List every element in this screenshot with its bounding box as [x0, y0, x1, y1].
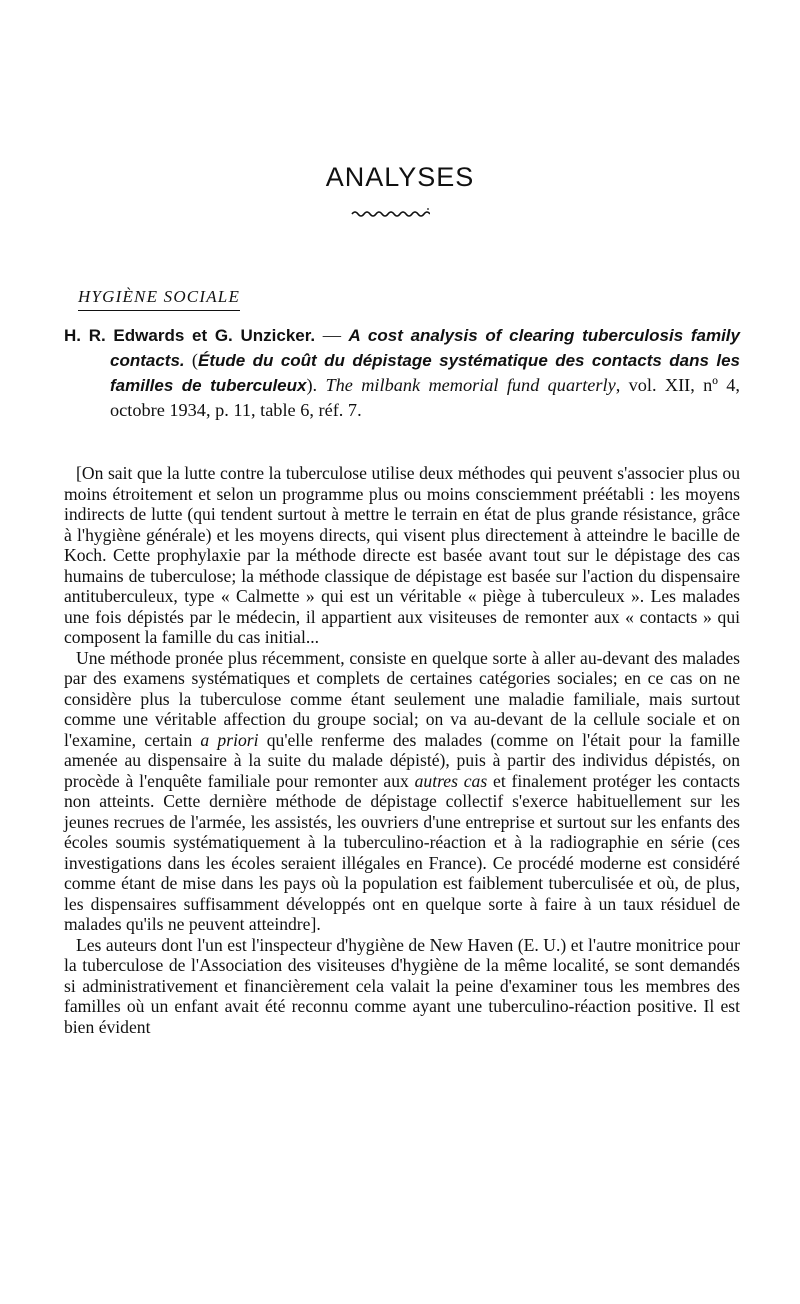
emphasis-autres-cas: autres cas [414, 770, 488, 791]
reference-journal: The milbank memorial fund quarterly [325, 375, 616, 395]
reference-paren-open: ( [184, 350, 198, 370]
reference-dash: — [315, 325, 349, 345]
paragraph-3: Les auteurs dont l'un est l'inspecteur d'hygiène de New Haven (E. U.) et l'autre monitrice pour la tuberculose de l'Association des visiteuses d'hygiène de la même localité, se sont demandés si administrativement et financièrement cela valait la peine d'examiner tous les membres des familles où un enfant avait été reconnu comme ayant une tuberculino-réaction positive. Il est bien évident [64, 934, 740, 1037]
analysis-body [64, 463, 740, 1037]
page-title: ANALYSES [325, 162, 475, 192]
paragraph-2 [64, 648, 740, 935]
reference-title-english: A cost analysis of clearing tuberculosis family contacts. [110, 326, 740, 370]
ornament-divider [350, 206, 430, 218]
reference-authors: H. R. Edwards et G. Unzicker. [64, 326, 316, 345]
paragraph-2-part-a: Une méthode pronée plus récemment, consiste en quelque sorte à aller au-devant des malades par des examens systématiques et complets de certaines catégories sociales; en ce cas on ne considère plus la tuberculose comme étant seulement une maladie familiale, mais surtout comme une véritable affection du groupe social; on va au-devant de la cellule sociale et on l'examine, certain [64, 647, 740, 750]
reference-paren-close: ). [306, 375, 326, 395]
reference-citation: , vol. XII, nº 4, octobre 1934, p. 11, table 6, réf. 7. [110, 375, 740, 420]
reference-title-french: Étude du coût du dépistage systématique des contacts dans les familles de tuberculeux [110, 351, 740, 395]
paragraph-1: [On sait que la lutte contre la tuberculose utilise deux méthodes qui peuvent s'associer plus ou moins étroitement et selon un programme plus ou moins consciemment préétabli : les moyens indirects de lutte (qui tendent surtout à mettre le terrain en état de plus grande résistance, grâce à l'hygiène générale) et les moyens directs, qui visent plus directement à atteindre le bacille de Koch. Cette prophylaxie par la méthode directe est basée avant tout sur le dépistage des cas humains de tuberculose; la méthode classique de dépistage est basée sur l'action du dispensaire antituberculeux, type « Calmette » qui est un véritable « piège à tuberculeux ». Les malades une fois dépistés par le médecin, il appartient aux visiteuses de remonter aux « contacts » qui composent la famille du cas initial... [64, 463, 740, 647]
section-heading: HYGIÈNE SOCIALE [78, 287, 240, 311]
paragraph-2-part-b: qu'elle renferme des malades (comme on l'était pour la famille amenée au dispensaire à la suite du malade dépisté), puis à partir des individus dépistés, on procède à l'enquête familiale pour remonter aux [64, 729, 740, 791]
emphasis-a-priori: a priori [200, 729, 259, 750]
paragraph-2-part-c: et finalement protéger les contacts non atteints. Cette dernière méthode de dépistage collectif s'exerce habituellement sur les jeunes recrues de l'armée, les assistés, les ouvriers d'une entreprise et surtout sur les enfants des écoles soumis systématiquement à la tuberculino-réaction et à la radiographie en série (ces investigations dans les écoles seraient illégales en France). Ce procédé moderne est considéré comme étant de mise dans les pays où la population est faiblement tuberculisée et où, de plus, les dispensaires suffisamment développés ont en quelque sorte à faire à un taux résiduel de malades qu'ils ne peuvent atteindre]. [64, 770, 740, 934]
bibliographic-reference [64, 323, 740, 422]
